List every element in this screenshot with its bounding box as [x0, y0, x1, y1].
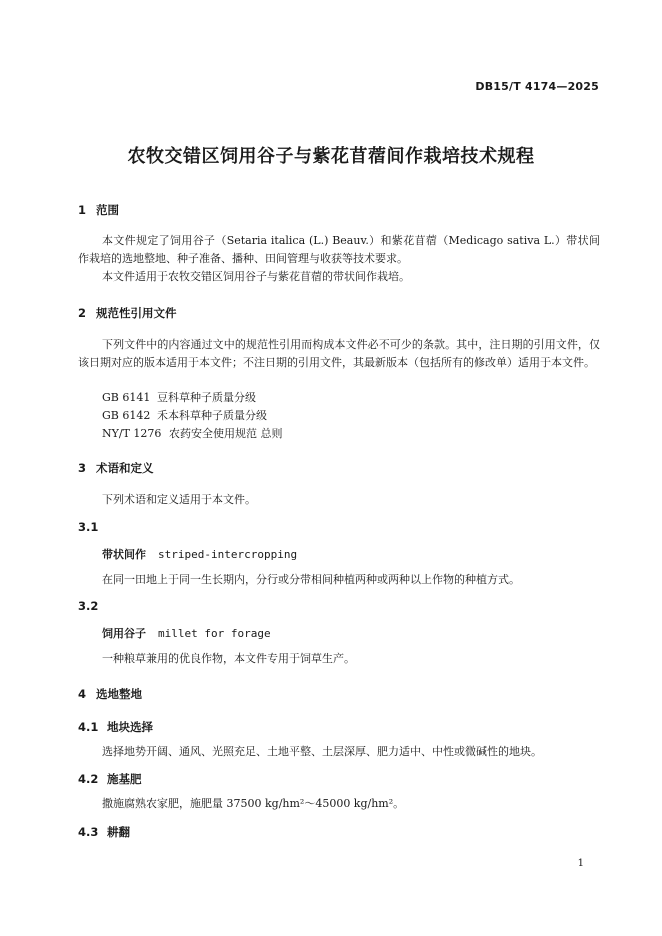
section-title: 范围: [96, 203, 119, 217]
term-chinese: 饲用谷子: [102, 627, 146, 640]
subsection-4-2-paragraph: 撒施腐熟农家肥，施肥量 37500 kg/hm²～45000 kg/hm²。: [102, 797, 405, 810]
reference-item: [102, 389, 256, 407]
section-title: 选地整地: [96, 687, 142, 701]
reference-code: GB 6142: [102, 409, 151, 422]
subsection-title: 地块选择: [107, 720, 153, 734]
subsection-number: 4.2: [78, 772, 99, 786]
subsection-4-1-heading: [78, 719, 153, 735]
subsection-4-3-heading: [78, 824, 130, 840]
term-chinese: 带状间作: [102, 548, 146, 561]
reference-name: 豆科草种子质量分级: [157, 391, 256, 404]
term-entry: [102, 546, 297, 562]
reference-item: [102, 407, 267, 425]
document-title: 农牧交错区饲用谷子与紫花苜蓿间作栽培技术规程: [127, 146, 535, 167]
reference-name: 禾本科草种子质量分级: [157, 409, 267, 422]
page-number: 1: [577, 858, 584, 869]
section-1-paragraph-1: 本文件规定了饲用谷子（Setaria italica (L.) Beauv.）和紫花苜蓿（Medicago sativa L.）带状间作栽培的选地整地、种子准备、播种、田间管理与收获等技术要求。: [78, 234, 600, 265]
section-number: 4: [78, 687, 87, 701]
subsection-number: 4.3: [78, 825, 99, 839]
term-english: striped-intercropping: [158, 548, 298, 561]
term-definition: 在同一田地上于同一生长期内，分行或分带相间种植两种或两种以上作物的种植方式。: [102, 573, 520, 586]
section-1-heading: [78, 202, 119, 218]
section-title: 术语和定义: [96, 461, 154, 475]
subsection-title: 耕翻: [107, 825, 130, 839]
section-number: 2: [78, 306, 87, 320]
reference-item: [102, 425, 283, 443]
subsection-title: 施基肥: [107, 772, 142, 786]
subsection-4-1-paragraph: 选择地势开阔、通风、光照充足、土地平整、土层深厚、肥力适中、中性或微碱性的地块。: [102, 745, 542, 758]
term-definition: 一种粮草兼用的优良作物，本文件专用于饲草生产。: [102, 652, 355, 665]
section-4-heading: [78, 686, 142, 702]
reference-code: NY/T 1276: [102, 427, 162, 440]
subsection-number: 4.1: [78, 720, 99, 734]
section-number: 1: [78, 203, 87, 217]
section-title: 规范性引用文件: [96, 306, 177, 320]
term-number: 3.1: [78, 520, 99, 534]
term-number: 3.2: [78, 599, 99, 613]
section-2-paragraph-1: 下列文件中的内容通过文中的规范性引用而构成本文件必不可少的条款。其中，注日期的引用文件，仅该日期对应的版本适用于本文件；不注日期的引用文件，其最新版本（包括所有的修改单）适用于本文件。: [78, 338, 600, 369]
section-1-paragraph-2: 本文件适用于农牧交错区饲用谷子与紫花苜蓿的带状间作栽培。: [102, 270, 410, 283]
term-entry: [102, 625, 271, 641]
term-english: millet for forage: [158, 627, 271, 640]
standard-number: DB15/T 4174—2025: [475, 80, 599, 93]
reference-code: GB 6141: [102, 391, 151, 404]
subsection-4-2-heading: [78, 771, 142, 787]
section-2-heading: [78, 305, 177, 321]
reference-name: 农药安全使用规范 总则: [169, 427, 283, 440]
section-3-paragraph-1: 下列术语和定义适用于本文件。: [102, 493, 256, 506]
section-3-heading: [78, 460, 154, 476]
section-number: 3: [78, 461, 87, 475]
